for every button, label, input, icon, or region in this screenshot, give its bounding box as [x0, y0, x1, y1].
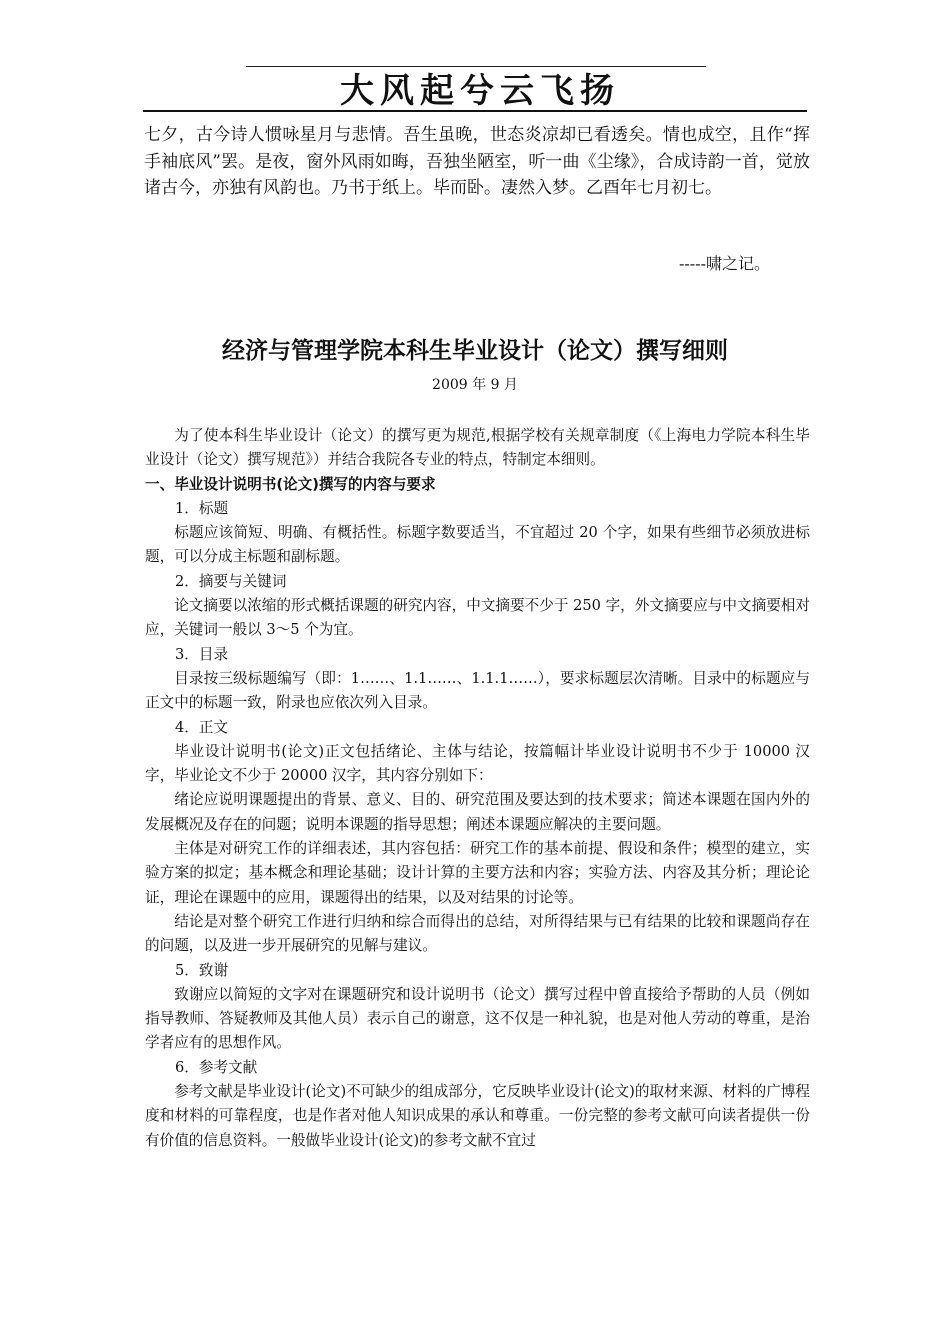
item-heading: 6．参考文献: [175, 1058, 258, 1076]
document-body: [145, 424, 810, 1153]
intro-note: 七夕，古今诗人惯咏星月与悲情。吾生虽晚，世态炎凉却已看透矣。情也成空，且作“挥手袖底风”罢。是夜，窗外风雨如晦，吾独坐陋室，听一曲《尘缘》，合成诗韵一首，觉放诸古今，亦独有风韵也。乃书于纸上。毕而卧。凄然入梦。乙酉年七月初七。: [144, 125, 810, 198]
item-paragraph: 参考文献是毕业设计(论文)不可缺少的组成部分，它反映毕业设计(论文)的取材来源、材料的广博程度和材料的可靠程度，也是作者对他人知识成果的承认和尊重。一份完整的参考文献可向读者提供一份有价值的信息资料。一般做毕业设计(论文)的参考文献不宜过: [145, 1083, 810, 1149]
item-paragraph: 结论是对整个研究工作进行归纳和综合而得出的总结，对所得结果与已有结果的比较和课题尚存在的问题，以及进一步开展研究的见解与建议。: [145, 912, 810, 955]
section-heading: 一、毕业设计说明书(论文)撰写的内容与要求: [145, 475, 436, 493]
item-heading: 4．正文: [175, 718, 229, 736]
item-paragraph: 论文摘要以浓缩的形式概括课题的研究内容，中文摘要不少于 250 字，外文摘要应与中文摘要相对应，关键词一般以 3～5 个为宜。: [145, 597, 810, 639]
document-title: 经济与管理学院本科生毕业设计（论文）撰写细则: [222, 338, 728, 364]
item-heading: 5．致谢: [175, 961, 229, 979]
item-paragraph: 标题应该简短、明确、有概括性。标题字数要适当，不宜超过 20 个字，如果有些细节必须放进标题，可以分成主标题和副标题。: [145, 524, 810, 566]
item-paragraph: 绪论应说明课题提出的背景、意义、目的、研究范围及要达到的技术要求；简述本课题在国内外的发展概况及存在的问题；说明本课题的指导思想；阐述本课题应解决的主要问题。: [145, 791, 810, 833]
item-heading: 3．目录: [175, 645, 229, 663]
banner-top-rule: [246, 66, 706, 67]
preface-paragraph: 为了使本科生毕业设计（论文）的撰写更为规范,根据学校有关规章制度（《上海电力学院本科生毕业设计（论文）撰写规范》）并结合我院各专业的特点，特制定本细则。: [145, 427, 810, 469]
banner-bottom-rule: [143, 110, 807, 112]
item-paragraph: 致谢应以简短的文字对在课题研究和设计说明书（论文）撰写过程中曾直接给予帮助的人员（例如指导教师、答疑教师及其他人员）表示自己的谢意，这不仅是一种礼貌，也是对他人劳动的尊重，是治学者应有的思想作风。: [145, 985, 810, 1052]
item-paragraph: 目录按三级标题编写（即：1……、1.1……、1.1.1……），要求标题层次清晰。目录中的标题应与正文中的标题一致，附录也应依次列入目录。: [145, 669, 810, 712]
document-date: 2009 年 9 月: [432, 377, 518, 393]
item-paragraph: 主体是对研究工作的详细表述，其内容包括：研究工作的基本前提、假设和条件；模型的建立，实验方案的拟定；基本概念和理论基础；设计计算的主要方法和内容；实验方法、内容及其分析；理论论证，理论在课题中的应用，课题得出的结果，以及对结果的讨论等。: [145, 840, 810, 906]
intro-signature: -----啸之记。: [678, 254, 770, 273]
item-paragraph: 毕业设计说明书(论文)正文包括绪论、主体与结论，按篇幅计毕业设计说明书不少于 10000 汉字，毕业论文不少于 20000 汉字，其内容分别如下：: [145, 742, 810, 785]
item-heading: 2．摘要与关键词: [175, 572, 287, 590]
banner-calligraphy-title: 大风起兮云飞扬: [340, 71, 620, 111]
item-heading: 1．标题: [175, 499, 229, 517]
